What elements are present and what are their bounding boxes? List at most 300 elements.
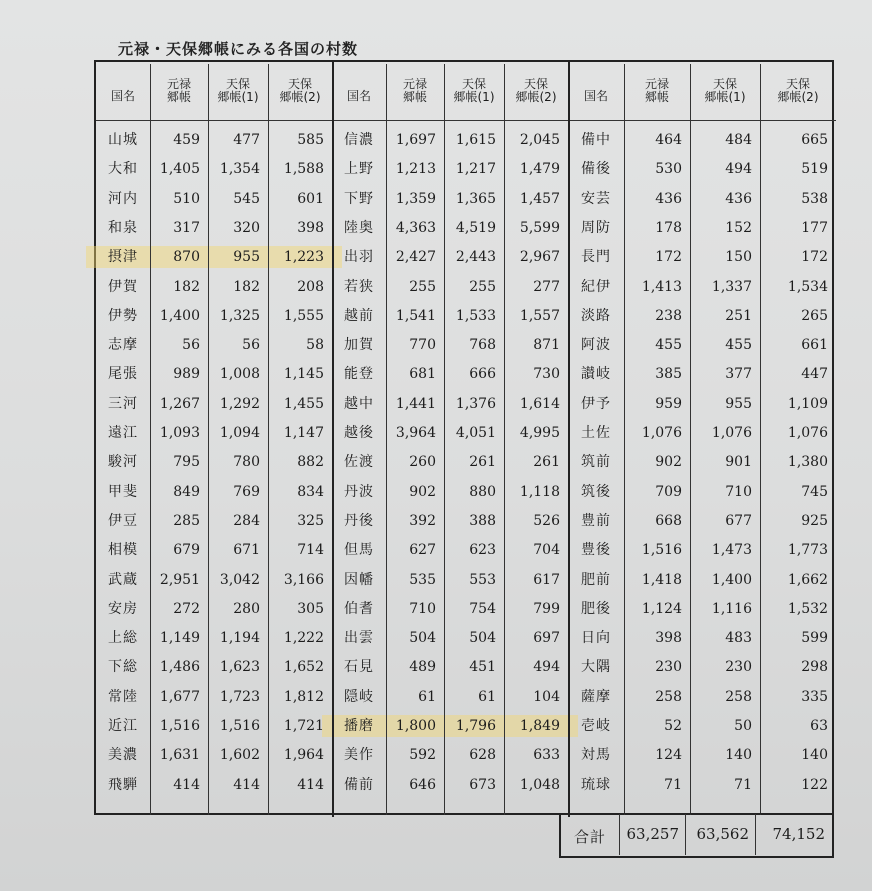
header-c3 <box>504 78 568 104</box>
village-count: 261 <box>533 454 560 471</box>
village-count: 1,723 <box>219 688 260 705</box>
header-line: 郷帳 <box>644 90 669 104</box>
village-count: 627 <box>409 542 436 559</box>
village-count: 780 <box>233 454 260 471</box>
village-count: 646 <box>409 776 436 793</box>
village-count: 58 <box>306 337 324 354</box>
village-count: 1,721 <box>283 718 324 734</box>
village-count: 182 <box>173 278 200 295</box>
province-name: 尾張 <box>108 366 138 383</box>
village-count: 2,045 <box>519 132 560 148</box>
province-name: 安房 <box>108 600 138 617</box>
village-count: 398 <box>297 219 324 236</box>
village-count: 305 <box>297 600 324 617</box>
village-count: 925 <box>801 512 828 529</box>
village-count: 284 <box>233 512 260 529</box>
village-count: 1,557 <box>519 307 560 324</box>
village-count: 1,380 <box>787 454 828 471</box>
village-count: 545 <box>233 190 260 207</box>
province-name: 筑前 <box>581 454 611 471</box>
village-count: 1,964 <box>283 747 324 764</box>
province-name: 飛騨 <box>108 776 138 793</box>
village-count: 1,533 <box>455 307 496 324</box>
village-count: 1,479 <box>519 161 560 178</box>
table-title: 元禄・天保郷帳にみる各国の村数 <box>118 40 359 58</box>
village-count: 834 <box>297 483 324 500</box>
header-province: 国名 <box>110 89 135 103</box>
village-count: 2,427 <box>395 249 436 266</box>
header-line: 元禄 <box>644 77 669 91</box>
village-count: 2,951 <box>159 571 200 588</box>
village-count: 1,400 <box>711 571 752 588</box>
village-count: 1,532 <box>787 600 828 617</box>
village-count: 538 <box>801 190 828 207</box>
village-count: 1,337 <box>711 278 752 295</box>
province-name: 越後 <box>344 425 374 441</box>
village-count: 709 <box>655 483 682 500</box>
village-count: 1,292 <box>219 395 260 412</box>
province-name: 土佐 <box>581 425 611 441</box>
village-count: 71 <box>734 776 752 793</box>
village-count: 1,413 <box>641 278 682 295</box>
total-label: 合計 <box>573 828 606 846</box>
village-count: 553 <box>469 571 496 588</box>
village-count: 989 <box>173 366 200 383</box>
village-count: 172 <box>655 249 682 266</box>
village-count: 955 <box>725 395 752 412</box>
village-count: 459 <box>173 132 200 148</box>
village-count: 258 <box>725 688 752 705</box>
village-count: 1,147 <box>283 425 324 441</box>
village-count: 52 <box>664 718 682 734</box>
village-count: 1,400 <box>159 307 200 324</box>
village-count: 451 <box>469 659 496 676</box>
village-count: 104 <box>533 688 560 705</box>
village-count: 63 <box>810 718 828 734</box>
province-name: 長門 <box>581 249 611 266</box>
village-count: 1,213 <box>395 161 436 178</box>
province-name: 越前 <box>344 307 374 324</box>
village-count: 1,145 <box>283 366 324 383</box>
village-count: 666 <box>469 366 496 383</box>
province-name: 筑後 <box>581 483 611 500</box>
village-count: 799 <box>533 600 560 617</box>
village-count: 1,534 <box>787 278 828 295</box>
village-count: 177 <box>801 219 828 236</box>
province-name: 武蔵 <box>108 571 138 588</box>
village-count: 673 <box>469 776 496 793</box>
village-count: 317 <box>173 219 200 236</box>
village-count-table <box>94 60 834 815</box>
province-name: 三河 <box>108 395 138 412</box>
village-count: 1,473 <box>711 542 752 559</box>
province-name: 志摩 <box>108 337 138 354</box>
village-count: 679 <box>173 542 200 559</box>
village-count: 2,967 <box>519 249 560 266</box>
village-count: 2,443 <box>455 249 496 266</box>
header-line: 郷帳(1) <box>453 90 495 104</box>
village-count: 628 <box>469 747 496 764</box>
village-count: 1,631 <box>159 747 200 764</box>
province-name: 淡路 <box>581 307 611 324</box>
village-count: 671 <box>233 542 260 559</box>
village-count: 455 <box>725 337 752 354</box>
province-name: 肥後 <box>581 600 611 617</box>
village-count: 1,217 <box>455 161 496 178</box>
province-name: 上野 <box>344 161 374 178</box>
province-name: 対馬 <box>581 747 611 764</box>
province-name: 甲斐 <box>108 483 138 500</box>
village-count: 325 <box>297 512 324 529</box>
province-name: 豊前 <box>581 512 611 529</box>
village-count: 377 <box>725 366 752 383</box>
header-line: 郷帳(2) <box>515 90 557 104</box>
village-count: 285 <box>173 512 200 529</box>
village-count: 1,325 <box>219 307 260 324</box>
village-count: 436 <box>655 190 682 207</box>
village-count: 623 <box>469 542 496 559</box>
village-count: 901 <box>725 454 752 471</box>
village-count: 769 <box>233 483 260 500</box>
village-count: 902 <box>409 483 436 500</box>
village-count: 494 <box>533 659 560 676</box>
header-line: 天保 <box>461 77 486 91</box>
village-count: 668 <box>655 512 682 529</box>
village-count: 1,109 <box>787 395 828 412</box>
village-count: 714 <box>297 542 324 559</box>
village-count: 3,042 <box>219 571 260 588</box>
province-name: 和泉 <box>108 219 138 236</box>
province-name: 美濃 <box>108 747 138 764</box>
village-count: 1,116 <box>711 600 752 617</box>
province-name: 備前 <box>344 776 374 793</box>
village-count: 754 <box>469 600 496 617</box>
province-name: 豊後 <box>581 542 611 559</box>
header-line: 元禄 <box>402 77 427 91</box>
province-name: 越中 <box>344 395 374 412</box>
village-count: 150 <box>725 249 752 266</box>
village-count: 1,194 <box>219 630 260 647</box>
village-count: 4,519 <box>455 219 496 236</box>
header-c3 <box>268 78 332 104</box>
village-count: 298 <box>801 659 828 676</box>
village-count: 1,118 <box>519 483 560 500</box>
village-count: 4,995 <box>519 425 560 441</box>
village-count: 208 <box>297 278 324 295</box>
village-count: 398 <box>655 630 682 647</box>
village-count: 414 <box>233 776 260 793</box>
village-count: 730 <box>533 366 560 383</box>
header-line: 天保 <box>712 77 737 91</box>
village-count: 1,008 <box>219 366 260 383</box>
province-name: 伯耆 <box>344 600 374 617</box>
village-count: 955 <box>233 249 260 266</box>
village-count: 849 <box>173 483 200 500</box>
village-count: 265 <box>801 307 828 324</box>
village-count: 385 <box>655 366 682 383</box>
village-count: 1,076 <box>711 425 752 441</box>
header-c2 <box>208 78 268 104</box>
province-name: 薩摩 <box>581 688 611 705</box>
province-name: 紀伊 <box>581 278 611 295</box>
village-count: 1,486 <box>159 659 200 676</box>
province-name: 丹後 <box>344 512 374 529</box>
village-count: 1,623 <box>219 659 260 676</box>
header-line: 郷帳 <box>166 90 191 104</box>
village-count: 661 <box>801 337 828 354</box>
province-name: 伊勢 <box>108 307 138 324</box>
village-count: 710 <box>725 483 752 500</box>
village-count: 1,094 <box>219 425 260 441</box>
village-count: 1,441 <box>395 395 436 412</box>
province-name: 讃岐 <box>581 366 611 383</box>
village-count: 1,614 <box>519 395 560 412</box>
header-line: 郷帳(1) <box>704 90 746 104</box>
village-count: 261 <box>469 454 496 471</box>
village-count: 1,516 <box>641 542 682 559</box>
province-name: 日向 <box>581 630 611 647</box>
village-count: 1,697 <box>395 132 436 148</box>
village-count: 530 <box>655 161 682 178</box>
province-name: 信濃 <box>344 132 374 148</box>
header-line: 郷帳(1) <box>217 90 259 104</box>
village-count: 392 <box>409 512 436 529</box>
province-name: 伊豆 <box>108 512 138 529</box>
village-count: 1,418 <box>641 571 682 588</box>
province-name: 近江 <box>108 718 138 734</box>
village-count: 795 <box>173 454 200 471</box>
header-line: 元禄 <box>166 77 191 91</box>
village-count: 1,457 <box>519 190 560 207</box>
village-count: 414 <box>173 776 200 793</box>
total-value: 74,152 <box>772 825 825 843</box>
province-name: 因幡 <box>344 571 374 588</box>
village-count: 56 <box>182 337 200 354</box>
village-count: 1,677 <box>159 688 200 705</box>
village-count: 1,267 <box>159 395 200 412</box>
village-count: 140 <box>725 747 752 764</box>
village-count: 494 <box>725 161 752 178</box>
village-count: 1,588 <box>283 161 324 178</box>
village-count: 745 <box>801 483 828 500</box>
header-c2 <box>690 78 760 104</box>
village-count: 260 <box>409 454 436 471</box>
village-count: 255 <box>469 278 496 295</box>
province-name: 出羽 <box>344 249 374 266</box>
province-name: 石見 <box>344 659 374 676</box>
village-count: 230 <box>725 659 752 676</box>
header-line: 天保 <box>523 77 548 91</box>
village-count: 704 <box>533 542 560 559</box>
village-count: 178 <box>655 219 682 236</box>
province-name: 若狭 <box>344 278 374 295</box>
village-count: 697 <box>533 630 560 647</box>
village-count: 1,223 <box>283 249 324 266</box>
province-name: 安芸 <box>581 190 611 207</box>
province-name: 加賀 <box>344 337 374 354</box>
province-name: 河内 <box>108 190 138 207</box>
village-count: 1,093 <box>159 425 200 441</box>
province-name: 下総 <box>108 659 138 676</box>
province-name: 伊予 <box>581 395 611 412</box>
province-name: 上総 <box>108 630 138 647</box>
village-count: 1,796 <box>455 718 496 734</box>
province-name: 壱岐 <box>581 718 611 734</box>
village-count: 4,363 <box>395 219 436 236</box>
total-value: 63,562 <box>696 825 749 843</box>
village-count: 61 <box>418 688 436 705</box>
village-count: 1,602 <box>219 747 260 764</box>
header-line: 郷帳(2) <box>777 90 819 104</box>
village-count: 1,652 <box>283 659 324 676</box>
village-count: 1,800 <box>395 718 436 734</box>
village-count: 489 <box>409 659 436 676</box>
village-count: 3,166 <box>283 571 324 588</box>
village-count: 601 <box>297 190 324 207</box>
village-count: 710 <box>409 600 436 617</box>
province-name: 阿波 <box>581 337 611 354</box>
village-count: 1,812 <box>283 688 324 705</box>
province-name: 丹波 <box>344 483 374 500</box>
village-count: 1,076 <box>787 425 828 441</box>
header-c1 <box>386 78 444 104</box>
village-count: 280 <box>233 600 260 617</box>
province-name: 播磨 <box>344 718 374 734</box>
header-c1 <box>150 78 208 104</box>
village-count: 447 <box>801 366 828 383</box>
village-count: 504 <box>469 630 496 647</box>
village-count: 272 <box>173 600 200 617</box>
village-count: 1,376 <box>455 395 496 412</box>
header-divider <box>96 120 836 121</box>
province-name: 相模 <box>108 542 138 559</box>
province-name: 遠江 <box>108 425 138 441</box>
village-count: 1,849 <box>519 718 560 734</box>
province-name: 摂津 <box>108 249 138 266</box>
village-count: 902 <box>655 454 682 471</box>
village-count: 335 <box>801 688 828 705</box>
village-count: 1,516 <box>159 718 200 734</box>
village-count: 1,405 <box>159 161 200 178</box>
village-count: 617 <box>533 571 560 588</box>
village-count: 455 <box>655 337 682 354</box>
header-line: 天保 <box>287 77 312 91</box>
village-count: 320 <box>233 219 260 236</box>
province-name: 陸奥 <box>344 219 374 236</box>
province-name: 大隅 <box>581 659 611 676</box>
village-count: 1,455 <box>283 395 324 412</box>
village-count: 388 <box>469 512 496 529</box>
village-count: 535 <box>409 571 436 588</box>
village-count: 1,516 <box>219 718 260 734</box>
village-count: 599 <box>801 630 828 647</box>
village-count: 172 <box>801 249 828 266</box>
village-count: 436 <box>725 190 752 207</box>
village-count: 1,615 <box>455 132 496 148</box>
header-c2 <box>444 78 504 104</box>
village-count: 140 <box>801 747 828 764</box>
header-c1 <box>624 78 690 104</box>
province-name: 下野 <box>344 190 374 207</box>
village-count: 585 <box>297 132 324 148</box>
village-count: 1,124 <box>641 600 682 617</box>
province-name: 備中 <box>581 132 611 148</box>
province-name: 隠岐 <box>344 688 374 705</box>
province-name: 備後 <box>581 161 611 178</box>
village-count: 870 <box>173 249 200 266</box>
header-line: 郷帳(2) <box>279 90 321 104</box>
village-count: 871 <box>533 337 560 354</box>
village-count: 124 <box>655 747 682 764</box>
village-count: 464 <box>655 132 682 148</box>
province-name: 能登 <box>344 366 374 383</box>
village-count: 510 <box>173 190 200 207</box>
village-count: 1,354 <box>219 161 260 178</box>
village-count: 1,076 <box>641 425 682 441</box>
village-count: 484 <box>725 132 752 148</box>
village-count: 277 <box>533 278 560 295</box>
header-line: 天保 <box>225 77 250 91</box>
village-count: 768 <box>469 337 496 354</box>
province-name: 美作 <box>344 747 374 764</box>
village-count: 633 <box>533 747 560 764</box>
village-count: 483 <box>725 630 752 647</box>
village-count: 251 <box>725 307 752 324</box>
village-count: 1,048 <box>519 776 560 793</box>
total-value: 63,257 <box>626 825 679 843</box>
province-name: 大和 <box>108 161 138 178</box>
village-count: 1,365 <box>455 190 496 207</box>
village-count: 255 <box>409 278 436 295</box>
village-count: 71 <box>664 776 682 793</box>
province-name: 山城 <box>108 132 138 148</box>
province-name: 周防 <box>581 219 611 236</box>
village-count: 770 <box>409 337 436 354</box>
province-name: 佐渡 <box>344 454 374 471</box>
village-count: 477 <box>233 132 260 148</box>
village-count: 681 <box>409 366 436 383</box>
village-count: 1,222 <box>283 630 324 647</box>
village-count: 1,359 <box>395 190 436 207</box>
header-c3 <box>760 78 836 104</box>
village-count: 56 <box>242 337 260 354</box>
village-count: 152 <box>725 219 752 236</box>
village-count: 665 <box>801 132 828 148</box>
village-count: 122 <box>801 776 828 793</box>
village-count: 3,964 <box>395 425 436 441</box>
village-count: 1,541 <box>395 307 436 324</box>
village-count: 182 <box>233 278 260 295</box>
village-count: 50 <box>734 718 752 734</box>
province-name: 但馬 <box>344 542 374 559</box>
village-count: 414 <box>297 776 324 793</box>
village-count: 880 <box>469 483 496 500</box>
province-name: 常陸 <box>108 688 138 705</box>
village-count: 5,599 <box>519 219 560 236</box>
header-province: 国名 <box>583 89 608 103</box>
village-count: 526 <box>533 512 560 529</box>
province-name: 伊賀 <box>108 278 138 295</box>
village-count: 4,051 <box>455 425 496 441</box>
village-count: 1,773 <box>787 542 828 559</box>
header-line: 天保 <box>785 77 810 91</box>
village-count: 882 <box>297 454 324 471</box>
village-count: 592 <box>409 747 436 764</box>
header-line: 郷帳 <box>402 90 427 104</box>
village-count: 677 <box>725 512 752 529</box>
village-count: 959 <box>655 395 682 412</box>
village-count: 504 <box>409 630 436 647</box>
